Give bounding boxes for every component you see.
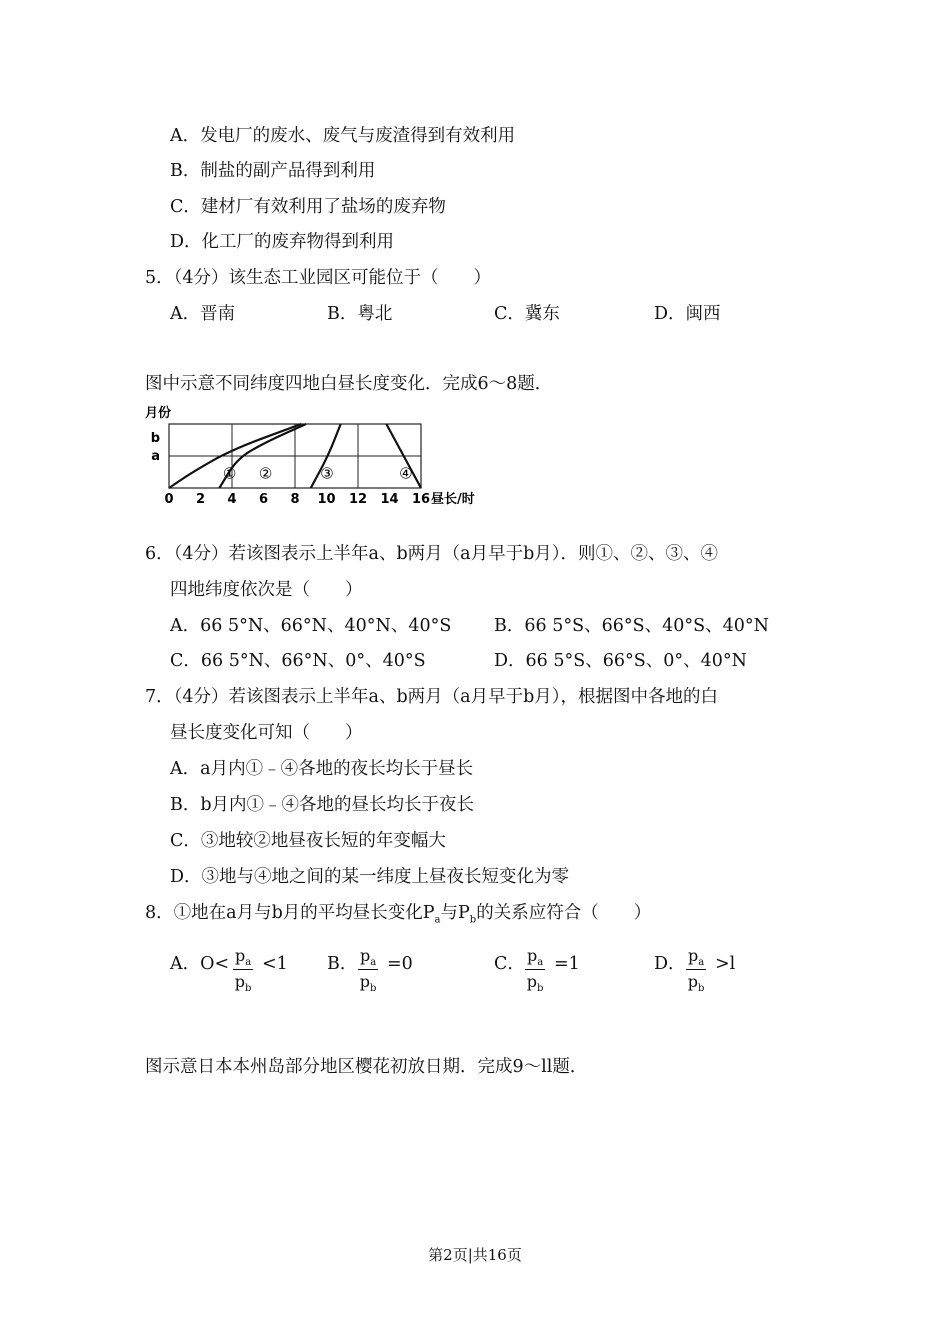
q8-option-c-post: =1 bbox=[554, 954, 580, 974]
chart-series-label-2: ② bbox=[258, 464, 273, 483]
chart-x-tick-label: 8 bbox=[290, 492, 300, 507]
q6-stem-line2: 四地纬度依次是（ ） bbox=[170, 580, 363, 600]
chart-x-tick-label: 12 bbox=[348, 492, 368, 507]
q8-option-d-fraction: $\frac{p_a}{p_b}$ bbox=[687, 946, 705, 995]
q5-option-b: B．粤北 bbox=[327, 304, 393, 324]
q7-stem-line1: 7．（4分）若该图表示上半年a、b两月（a月早于b月），根据图中各地的白 bbox=[145, 687, 719, 707]
q8-option-b-label: B． bbox=[327, 954, 358, 974]
q8-option-a-label: A．O< bbox=[170, 954, 230, 974]
q5-option-a: A．晋南 bbox=[170, 304, 236, 324]
q4-option-c: C．建材厂有效利用了盐场的废弃物 bbox=[170, 197, 446, 217]
q8-option-c-fraction: $\frac{p_a}{p_b}$ bbox=[526, 946, 544, 995]
chart-series-label-3: ③ bbox=[320, 464, 334, 483]
intro-6-8: 图中示意不同纬度四地白昼长度变化．完成6～8题． bbox=[145, 374, 553, 394]
q7-option-c: C．③地较②地昼夜长短的年变幅大 bbox=[170, 831, 446, 851]
day-length-chart bbox=[140, 402, 500, 510]
chart-y-tick-label: b bbox=[150, 431, 160, 446]
q6-option-b: B．66 5°S、66°S、40°S、40°N bbox=[494, 616, 769, 636]
q7-stem-line2: 昼长度变化可知（ ） bbox=[170, 723, 363, 743]
chart-x-tick-label: 10 bbox=[317, 492, 336, 507]
chart-x-axis-title: 昼长/时 bbox=[431, 492, 475, 507]
q8-option-a-post: <1 bbox=[262, 954, 288, 974]
q6-option-c: C．66 5°N、66°N、0°、40°S bbox=[170, 651, 426, 671]
q7-option-a: A．a月内①﹣④各地的夜长均长于昼长 bbox=[170, 759, 474, 779]
q8-option-a-fraction: $\frac{p_a}{p_b}$ bbox=[234, 946, 252, 995]
q6-option-d: D．66 5°S、66°S、0°、40°N bbox=[494, 651, 747, 671]
chart-x-tick-label: 4 bbox=[227, 492, 237, 507]
intro-9-11: 图示意日本本州岛部分地区樱花初放日期．完成9～ll题． bbox=[145, 1057, 588, 1077]
q5-option-c: C．冀东 bbox=[494, 304, 560, 324]
chart-x-tick-label: 2 bbox=[195, 492, 206, 507]
q4-option-b: B．制盐的副产品得到利用 bbox=[170, 161, 376, 181]
chart-y-tick-label: a bbox=[151, 449, 160, 464]
q6-option-a: A．66 5°N、66°N、40°N、40°S bbox=[170, 616, 452, 636]
q8-stem: 8．①地在a月与b月的平均昼长变化$P_a$与$P_b$的关系应符合（ ） bbox=[145, 903, 652, 926]
chart-x-tick-label: 0 bbox=[164, 492, 174, 507]
chart-y-axis-title: 月份 bbox=[145, 406, 172, 421]
q8-option-b-fraction: $\frac{p_a}{p_b}$ bbox=[359, 946, 377, 995]
chart-series-label-4: ④ bbox=[399, 464, 413, 483]
q8-option-c-label: C． bbox=[494, 954, 525, 974]
chart-x-tick-label: 16 bbox=[411, 492, 431, 507]
q8-option-b-post: =0 bbox=[387, 954, 413, 974]
q7-option-b: B．b月内①﹣④各地的昼长均长于夜长 bbox=[170, 795, 475, 815]
q5-stem: 5．（4分）该生态工业园区可能位于（ ） bbox=[145, 268, 492, 288]
q4-option-a: A．发电厂的废水、废气与废渣得到有效利用 bbox=[170, 126, 516, 146]
q5-option-d: D．闽西 bbox=[654, 304, 721, 324]
chart-x-tick-label: 14 bbox=[380, 492, 399, 507]
q4-option-d: D．化工厂的废弃物得到利用 bbox=[170, 232, 395, 252]
q6-stem-line1: 6．（4分）若该图表示上半年a、b两月（a月早于b月）．则①、②、③、④ bbox=[145, 544, 719, 564]
q8-option-d-post: >l bbox=[715, 954, 736, 974]
q8-option-d-label: D． bbox=[654, 954, 686, 974]
q7-option-d: D．③地与④地之间的某一纬度上昼夜长短变化为零 bbox=[170, 867, 570, 887]
chart-series-label-1: ① bbox=[222, 464, 237, 483]
chart-x-tick-label: 6 bbox=[258, 492, 269, 507]
page-footer: 第2页|共16页 bbox=[428, 1246, 522, 1264]
